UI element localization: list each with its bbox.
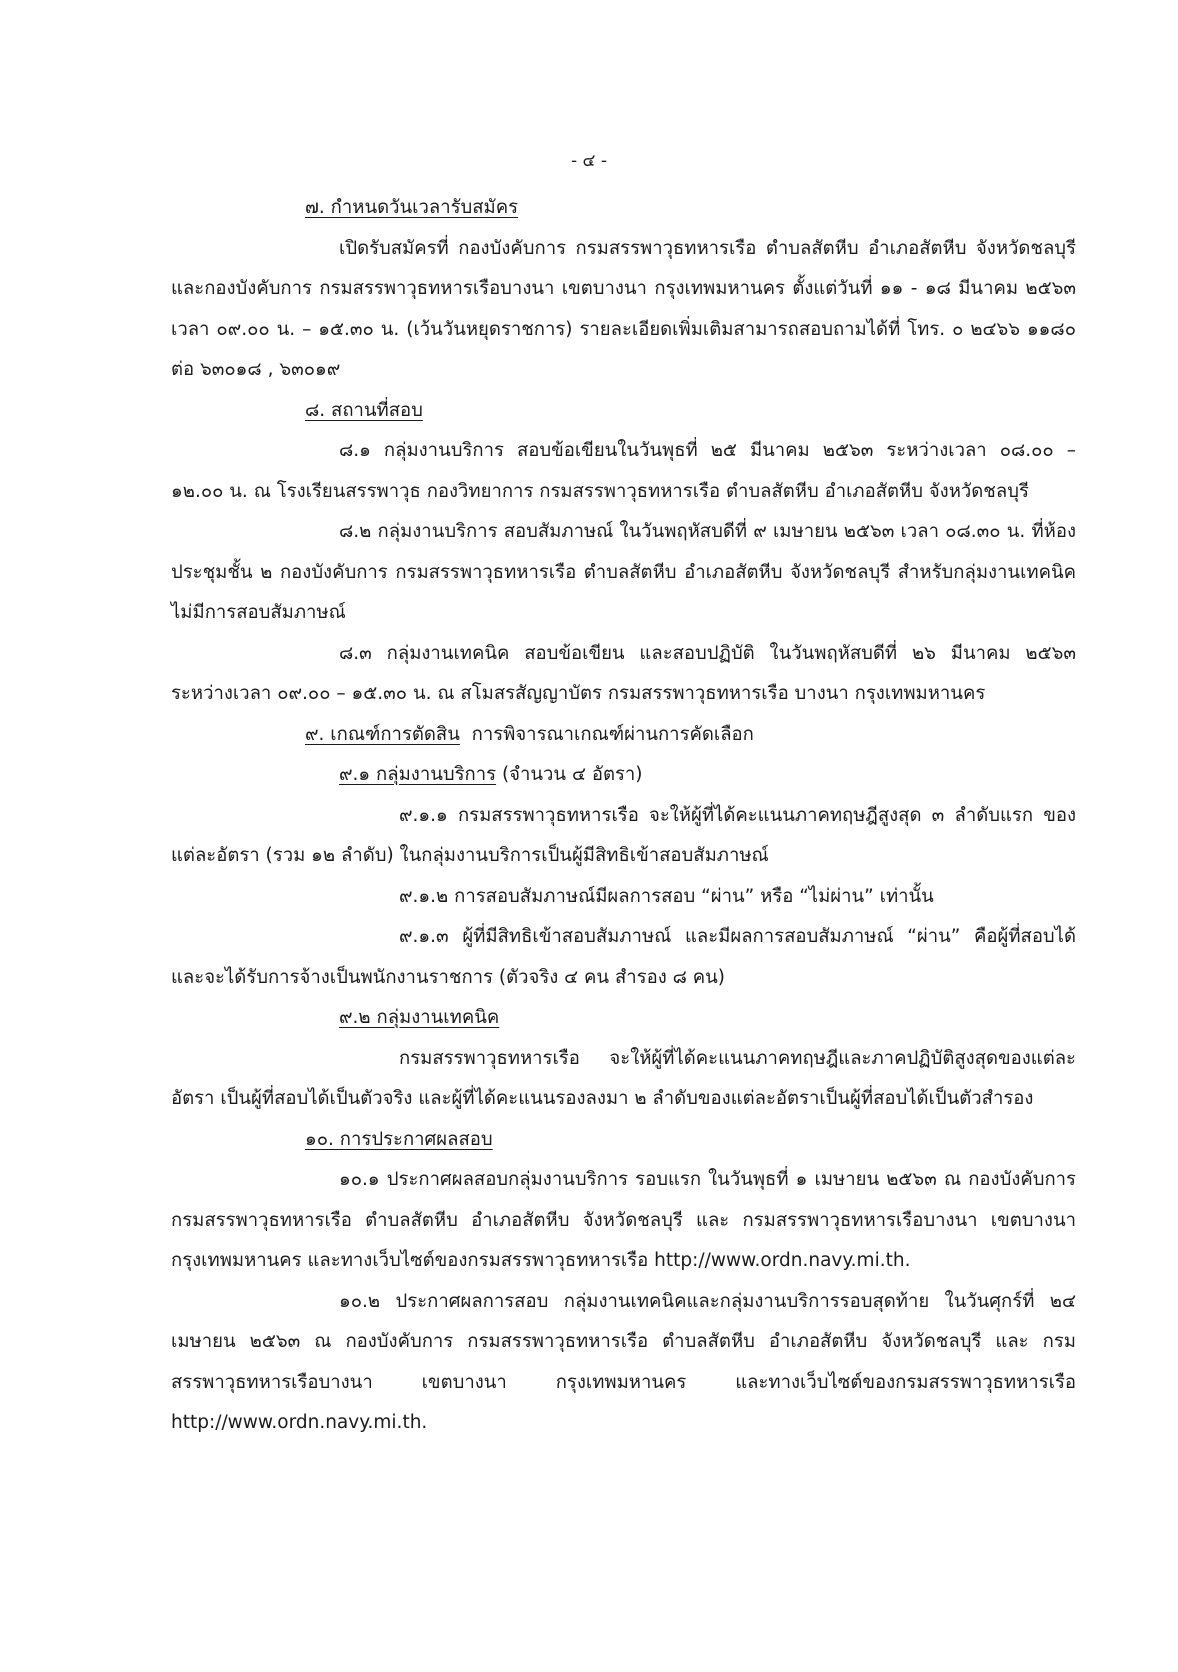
section-9-1-1: ๙.๑.๑ กรมสรรพาวุธทหารเรือ จะให้ผู้ที่ได้คะแนนภาคทฤษฎีสูงสุด ๓ ลำดับแรก ของแต่ละอัตรา (รวม ๑๒ ลำดับ) ในกลุ่มงานบริการเป็นผู้มีสิทธิเข้าสอบสัมภาษณ์: [171, 804, 1076, 866]
section-8-heading: ๘. สถานที่สอบ: [305, 399, 423, 421]
section-9-1-count: (จำนวน ๔ อัตรา): [501, 764, 643, 785]
section-9-1-2: ๙.๑.๒ การสอบสัมภาษณ์มีผลการสอบ “ผ่าน” หรือ “ไม่ผ่าน” เท่านั้น: [399, 885, 934, 907]
section-7-heading: ๗. กำหนดวันเวลารับสมัคร: [305, 197, 519, 218]
section-10-heading: ๑๐. การประกาศผลสอบ: [305, 1128, 493, 1150]
section-8-2: ๘.๒ กลุ่มงานบริการ สอบสัมภาษณ์ ในวันพฤหัสบดีที่ ๙ เมษายน ๒๕๖๓ เวลา ๐๘.๓๐ น. ที่ห้องประชุมชั้น ๒ กองบังคับการ กรมสรรพาวุธทหารเรือ ตำบลสัตหีบ อำเภอสัตหีบ จังหวัดชลบุรี สำหรับกลุ่มงานเทคนิคไม่มีการสอบสัมภาษณ์: [171, 521, 1076, 623]
section-9-heading: ๙. เกณฑ์การตัดสิน การพิจารณาเกณฑ์ผ่านการคัดเลือก: [305, 723, 754, 745]
section-9-2-heading: ๙.๒ กลุ่มงานเทคนิค: [339, 1007, 500, 1028]
document-body: [171, 188, 1076, 1444]
section-9-heading-rest: การพิจารณาเกณฑ์ผ่านการคัดเลือก: [471, 723, 754, 745]
section-9-1-3: ๙.๑.๓ ผู้ที่มีสิทธิเข้าสอบสัมภาษณ์ และมีผลการสอบสัมภาษณ์ “ผ่าน” คือผู้ที่สอบได้ และจะได้รับการจ้างเป็นพนักงานราชการ (ตัวจริง ๔ คน สำรอง ๘ คน): [171, 926, 1076, 988]
section-9-1-heading: ๙.๑ กลุ่มงานบริการ (จำนวน ๔ อัตรา): [339, 764, 643, 785]
section-7-body: เปิดรับสมัครที่ กองบังคับการ กรมสรรพาวุธทหารเรือ ตำบลสัตหีบ อำเภอสัตหีบ จังหวัดชลบุรี และกองบังคับการ กรมสรรพาวุธทหารเรือบางนา เขตบางนา กรุงเทพมหานคร ตั้งแต่วันที่ ๑๑ - ๑๘ มีนาคม ๒๕๖๓ เวลา ๐๙.๐๐ น. – ๑๕.๓๐ น. (เว้นวันหยุดราชการ) รายละเอียดเพิ่มเติมสามารถสอบถามได้ที่ โทร. ๐ ๒๔๖๖ ๑๑๘๐ ต่อ ๖๓๐๑๘ , ๖๓๐๑๙: [171, 237, 1076, 380]
section-8-3: ๘.๓ กลุ่มงานเทคนิค สอบข้อเขียน และสอบปฏิบัติ ในวันพฤหัสบดีที่ ๒๖ มีนาคม ๒๕๖๓ ระหว่างเวลา ๐๙.๐๐ – ๑๕.๓๐ น. ณ สโมสรสัญญาบัตร กรมสรรพาวุธทหารเรือ บางนา กรุงเทพมหานคร: [171, 642, 1076, 704]
section-9-2-body: กรมสรรพาวุธทหารเรือ จะให้ผู้ที่ได้คะแนนภาคทฤษฎีและภาคปฏิบัติสูงสุดของแต่ละอัตรา เป็นผู้ที่สอบได้เป็นตัวจริง และผู้ที่ได้คะแนนรองลงมา ๒ ลำดับของแต่ละอัตราเป็นผู้ที่สอบได้เป็นตัวสำรอง: [171, 1047, 1076, 1109]
page-number: - ๔ -: [571, 151, 607, 171]
section-8-1: ๘.๑ กลุ่มงานบริการ สอบข้อเขียนในวันพุธที่ ๒๕ มีนาคม ๒๕๖๓ ระหว่างเวลา ๐๘.๐๐ – ๑๒.๐๐ น. ณ โรงเรียนสรรพาวุธ กองวิทยาการ กรมสรรพาวุธทหารเรือ ตำบลสัตหีบ อำเภอสัตหีบ จังหวัดชลบุรี: [171, 440, 1076, 502]
section-10-2: ๑๐.๒ ประกาศผลการสอบ กลุ่มงานเทคนิคและกลุ่มงานบริการรอบสุดท้าย ในวันศุกร์ที่ ๒๔ เมษายน ๒๕๖๓ ณ กองบังคับการ กรมสรรพาวุธทหารเรือ ตำบลสัตหีบ อำเภอสัตหีบ จังหวัดชลบุรี และ กรมสรรพาวุธทหารเรือบางนา เขตบางนา กรุงเทพมหานคร และทางเว็บไซต์ของกรมสรรพาวุธทหารเรือ http://www.ordn.navy.mi.th.: [171, 1290, 1076, 1433]
section-10-1: ๑๐.๑ ประกาศผลสอบกลุ่มงานบริการ รอบแรก ในวันพุธที่ ๑ เมษายน ๒๕๖๓ ณ กองบังคับการ กรมสรรพาวุธทหารเรือ ตำบลสัตหีบ อำเภอสัตหีบ จังหวัดชลบุรี และ กรมสรรพาวุธทหารเรือบางนา เขตบางนา กรุงเทพมหานคร และทางเว็บไซต์ของกรมสรรพาวุธทหารเรือ http://www.ordn.navy.mi.th.: [171, 1169, 1076, 1271]
